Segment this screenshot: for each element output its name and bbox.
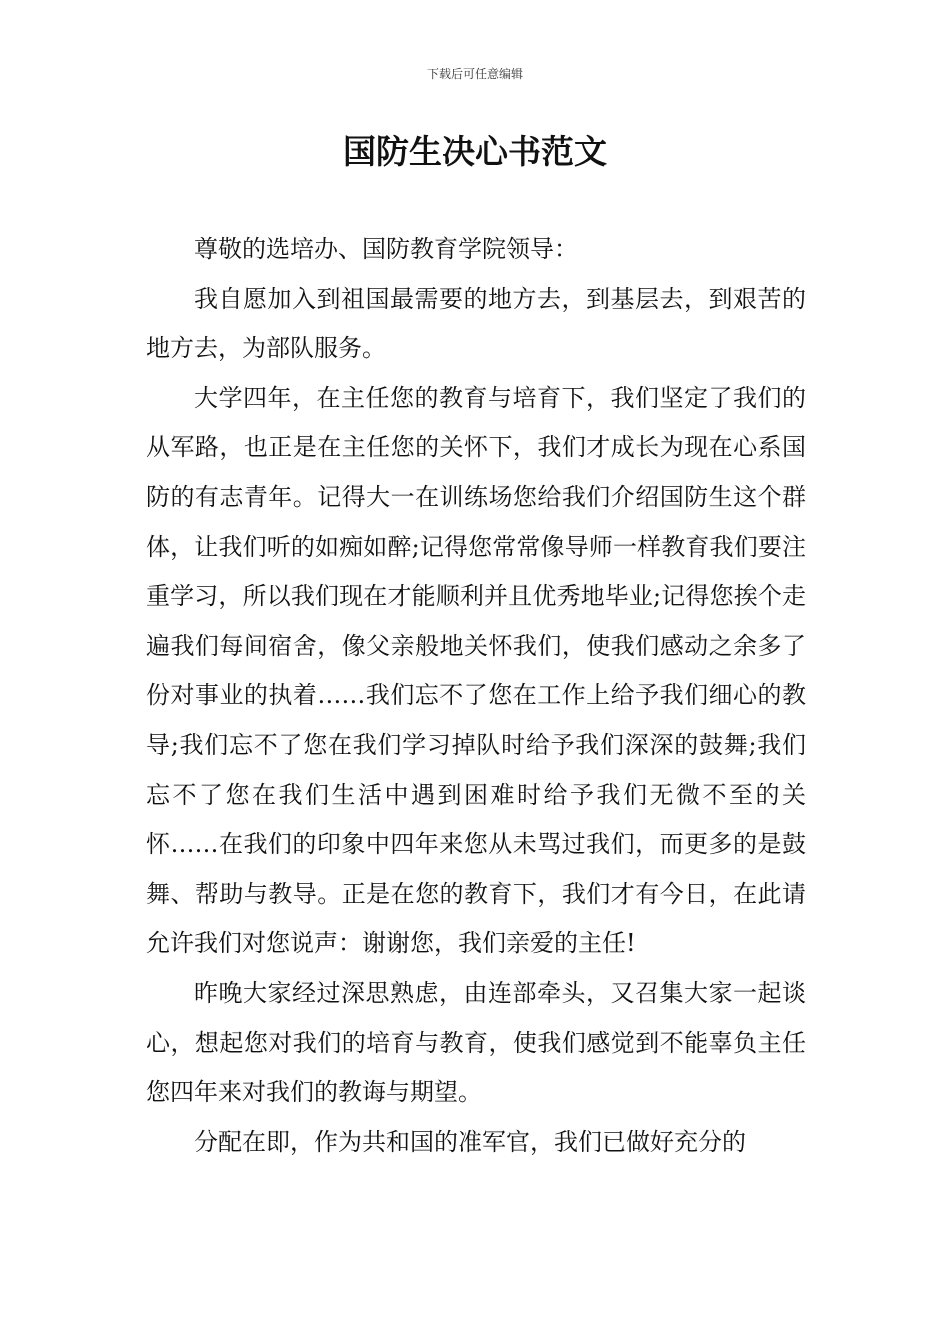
body-paragraph: 大学四年，在主任您的教育与培育下，我们坚定了我们的从军路，也正是在主任您的关怀下，我们才成长为现在心系国防的有志青年。记得大一在训练场您给我们介绍国防生这个群体，让我们听的如痴如醉;记得您常常像导师一样教育我们要注重学习，所以我们现在才能顺利并且优秀地毕业;记得您挨个走遍我们每间宿舍，像父亲般地关怀我们，使我们感动之余多了份对事业的执着……我们忘不了您在工作上给予我们细心的教导;我们忘不了您在我们学习掉队时给予我们深深的鼓舞;我们忘不了您在我们生活中遇到困难时给予我们无微不至的关怀……在我们的印象中四年来您从未骂过我们，而更多的是鼓舞、帮助与教导。正是在您的教育下，我们才有今日，在此请允许我们对您说声：谢谢您，我们亲爱的主任! — [146, 383, 806, 958]
salutation-paragraph: 尊敬的选培办、国防教育学院领导： — [194, 235, 578, 263]
document-body — [146, 225, 806, 1167]
document-title: 国防生决心书范文 — [343, 132, 607, 171]
body-paragraph: 昨晚大家经过深思熟虑，由连部牵头，又召集大家一起谈心，想起您对我们的培育与教育，使我们感觉到不能辜负主任您四年来对我们的教诲与期望。 — [146, 978, 806, 1107]
body-paragraph: 分配在即，作为共和国的准军官，我们已做好充分的 — [194, 1127, 746, 1156]
page-header-note: 下载后可任意编辑 — [426, 67, 523, 81]
body-paragraph: 我自愿加入到祖国最需要的地方去，到基层去，到艰苦的地方去，为部队服务。 — [146, 284, 806, 363]
